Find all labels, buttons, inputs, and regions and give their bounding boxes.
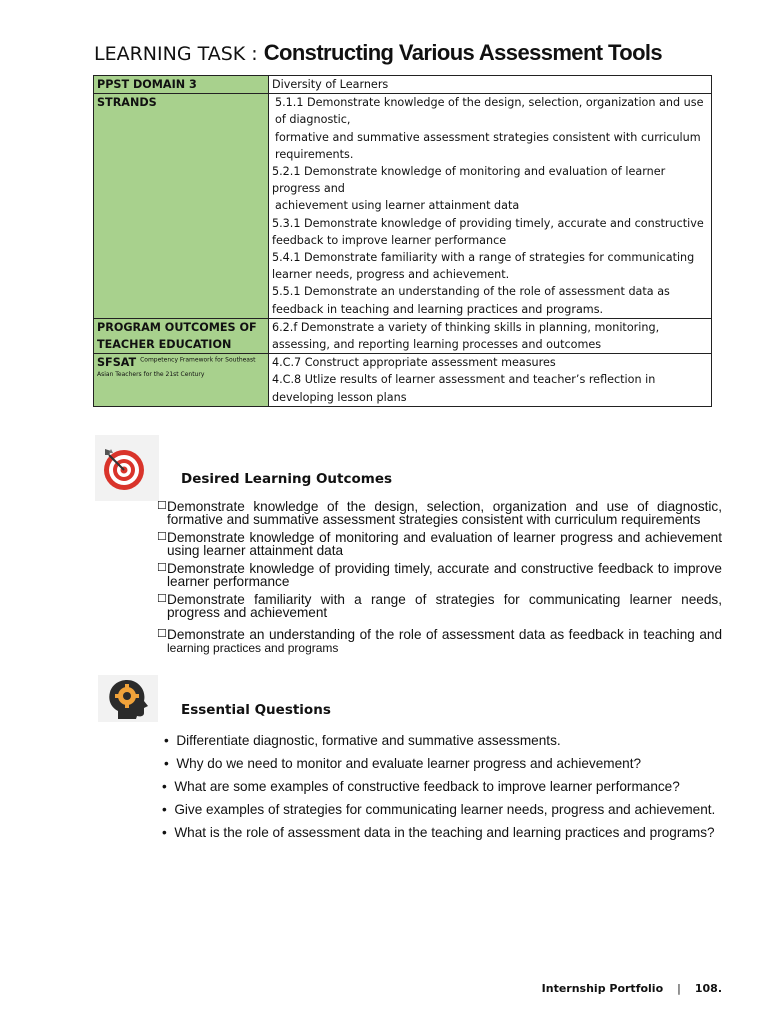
- page-title: [94, 40, 662, 66]
- desired-outcomes-list: [157, 500, 722, 660]
- strand-line: 5.3.1 Demonstrate knowledge of providing timely, accurate and constructive feedback to improve learner performance: [272, 216, 704, 247]
- page-footer: [542, 982, 722, 995]
- footer-label: Internship Portfolio: [541, 982, 664, 995]
- list-item: ☐ Demonstrate familiarity with a range of strategies for communicating learner needs, progress and achievement: [157, 592, 722, 620]
- checkbox-bullet: ☐: [157, 531, 167, 543]
- checkbox-bullet: ☐: [157, 562, 167, 574]
- strand-line: 5.1.1 Demonstrate knowledge of the design, selection, organization and use of diagnostic,: [275, 96, 704, 127]
- sfsat-values: [269, 354, 712, 407]
- sfsat-sub: Asian Teachers for the 21st Century: [97, 371, 205, 379]
- list-item: ☐ Demonstrate knowledge of providing timely, accurate and constructive feedback to improve learner performance: [157, 561, 722, 589]
- strands-cell: [269, 94, 712, 319]
- table-row: [94, 354, 712, 407]
- question-item: • Why do we need to monitor and evaluate learner progress and achievement?: [164, 756, 642, 771]
- question-item: • What are some examples of constructive feedback to improve learner performance?: [162, 779, 680, 794]
- table-row: [94, 318, 712, 353]
- strand-line: 5.2.1 Demonstrate knowledge of monitoring and evaluation of learner progress and: [272, 165, 666, 196]
- list-item: ☐ Demonstrate knowledge of the design, selection, organization and use of diagnostic, formative and summative assessment strategies consistent with curriculum requirements: [157, 499, 722, 527]
- program-outcomes-value: 6.2.f Demonstrate a variety of thinking skills in planning, monitoring, assessing, and reporting learning processes and outcomes: [269, 318, 712, 353]
- domain-value: Diversity of Learners: [269, 76, 712, 94]
- program-outcomes-label: PROGRAM OUTCOMES OF TEACHER EDUCATION: [94, 318, 269, 353]
- footer-separator: |: [677, 982, 681, 995]
- essential-heading: Essential Questions: [181, 702, 331, 718]
- title-label: LEARNING TASK :: [94, 43, 264, 65]
- sfsat-line: 4.C.8 Utlize results of learner assessment and teacher’s reflection in developing lesson plans: [272, 373, 656, 404]
- sfsat-sup: Competency Framework for Southeast: [140, 356, 256, 364]
- head-gear-icon: [98, 675, 158, 722]
- question-item: • Differentiate diagnostic, formative and summative assessments.: [164, 733, 561, 748]
- strand-line: 5.4.1 Demonstrate familiarity with a range of strategies for communicating learner needs, progress and achievement.: [272, 251, 695, 282]
- table-row: [94, 94, 712, 319]
- question-item: • Give examples of strategies for communicating learner needs, progress and achievement.: [162, 802, 716, 817]
- sfsat-line: 4.C.7 Construct appropriate assessment measures: [272, 356, 556, 370]
- checkbox-bullet: ☐: [157, 500, 167, 512]
- desired-heading: Desired Learning Outcomes: [181, 471, 393, 487]
- checkbox-bullet: ☐: [157, 628, 167, 640]
- strand-line: achievement using learner attainment data: [275, 199, 520, 213]
- strand-line: formative and summative assessment strategies consistent with curriculum requirements.: [275, 130, 701, 161]
- list-item: ☐ Demonstrate knowledge of monitoring and evaluation of learner progress and achievement using learner attainment data: [157, 530, 722, 558]
- question-item: • What is the role of assessment data in the teaching and learning practices and programs?: [162, 825, 715, 840]
- essential-questions-list: [112, 733, 724, 848]
- ppst-table: [93, 75, 712, 407]
- domain-label: PPST DOMAIN 3: [94, 76, 269, 94]
- target-icon: [95, 435, 159, 501]
- strands-label: STRANDS: [94, 94, 269, 319]
- page-number: 108.: [694, 982, 722, 995]
- list-item: ☐ Demonstrate an understanding of the role of assessment data as feedback in teaching and learning practices and programs: [157, 627, 722, 655]
- sfsat-cell: [94, 354, 269, 407]
- sfsat-label: SFSAT: [97, 356, 137, 370]
- table-row: [94, 76, 712, 94]
- title-text: Constructing Various Assessment Tools: [263, 40, 663, 65]
- strand-line: 5.5.1 Demonstrate an understanding of the role of assessment data as feedback in teaching and learning practices and programs.: [272, 285, 670, 316]
- checkbox-bullet: ☐: [157, 593, 167, 605]
